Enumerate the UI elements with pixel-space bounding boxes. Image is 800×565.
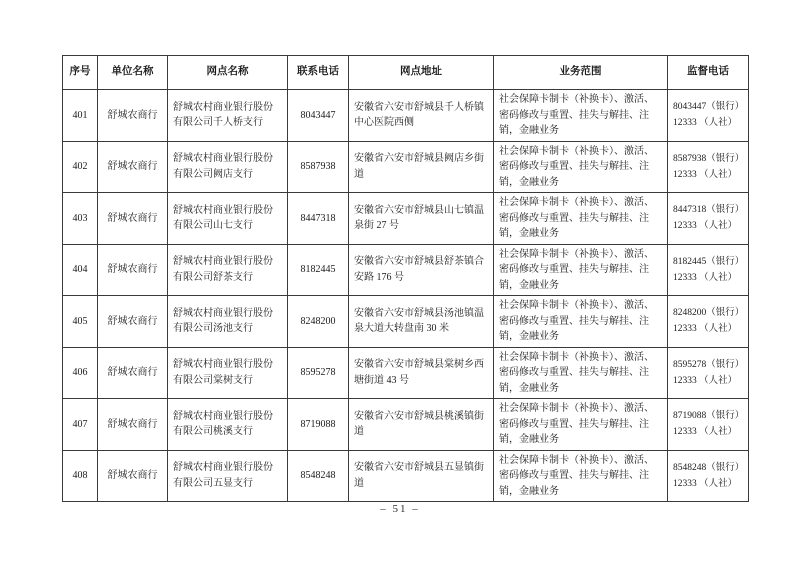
supervision-phone-line: 8719088（银行） xyxy=(673,411,745,422)
cell-contact-phone: 8447318 xyxy=(288,193,349,245)
cell-seq: 401 xyxy=(63,90,98,142)
table-row xyxy=(63,193,749,245)
cell-supervision-phone xyxy=(668,193,749,245)
cell-contact-phone: 8043447 xyxy=(288,90,349,142)
column-header-address: 网点地址 xyxy=(349,56,494,90)
supervision-phone-line: 12333 （人社） xyxy=(673,272,738,283)
table-row xyxy=(63,450,749,502)
cell-supervision-phone xyxy=(668,399,749,451)
supervision-phone-line: 8248200（银行） xyxy=(673,308,745,319)
cell-unit-name: 舒城农商行 xyxy=(98,296,168,348)
cell-contact-phone: 8719088 xyxy=(288,399,349,451)
cell-address: 安徽省六安市舒城县桃溪镇街道 xyxy=(349,399,494,451)
table-row xyxy=(63,399,749,451)
cell-seq: 405 xyxy=(63,296,98,348)
cell-branch-name: 舒城农村商业银行股份有限公司汤池支行 xyxy=(168,296,288,348)
supervision-phone-line: 12333 （人社） xyxy=(673,169,738,180)
cell-branch-name: 舒城农村商业银行股份有限公司棠树支行 xyxy=(168,347,288,399)
cell-address: 安徽省六安市舒城县阙店乡街道 xyxy=(349,141,494,193)
table-row xyxy=(63,347,749,399)
cell-branch-name: 舒城农村商业银行股份有限公司舒茶支行 xyxy=(168,244,288,296)
supervision-phone-line: 8595278（银行） xyxy=(673,359,745,370)
cell-contact-phone: 8587938 xyxy=(288,141,349,193)
cell-unit-name: 舒城农商行 xyxy=(98,193,168,245)
supervision-phone-line: 12333 （人社） xyxy=(673,375,738,386)
supervision-phone-line: 12333 （人社） xyxy=(673,478,738,489)
cell-seq: 402 xyxy=(63,141,98,193)
cell-business-scope: 社会保障卡制卡（补换卡）、激活、密码修改与重置、挂失与解挂、注销，金融业务 xyxy=(494,347,668,399)
cell-unit-name: 舒城农商行 xyxy=(98,141,168,193)
cell-seq: 404 xyxy=(63,244,98,296)
supervision-phone-line: 8182445（银行） xyxy=(673,256,745,267)
cell-branch-name: 舒城农村商业银行股份有限公司千人桥支行 xyxy=(168,90,288,142)
cell-business-scope: 社会保障卡制卡（补换卡）、激活、密码修改与重置、挂失与解挂、注销，金融业务 xyxy=(494,193,668,245)
cell-branch-name: 舒城农村商业银行股份有限公司桃溪支行 xyxy=(168,399,288,451)
cell-supervision-phone xyxy=(668,347,749,399)
cell-unit-name: 舒城农商行 xyxy=(98,399,168,451)
column-header-branch-name: 网点名称 xyxy=(168,56,288,90)
supervision-phone-line: 8447318（银行） xyxy=(673,205,745,216)
cell-business-scope: 社会保障卡制卡（补换卡）、激活、密码修改与重置、挂失与解挂、注销，金融业务 xyxy=(494,399,668,451)
cell-address: 安徽省六安市舒城县汤池镇温泉大道大转盘南 30 米 xyxy=(349,296,494,348)
column-header-business-scope: 业务范围 xyxy=(494,56,668,90)
table-row xyxy=(63,296,749,348)
cell-unit-name: 舒城农商行 xyxy=(98,244,168,296)
table-row xyxy=(63,244,749,296)
cell-supervision-phone xyxy=(668,90,749,142)
cell-unit-name: 舒城农商行 xyxy=(98,90,168,142)
cell-address: 安徽省六安市舒城县山七镇温泉街 27 号 xyxy=(349,193,494,245)
column-header-unit-name: 单位名称 xyxy=(98,56,168,90)
cell-contact-phone: 8595278 xyxy=(288,347,349,399)
cell-contact-phone: 8248200 xyxy=(288,296,349,348)
cell-supervision-phone xyxy=(668,296,749,348)
column-header-contact-phone: 联系电话 xyxy=(288,56,349,90)
cell-business-scope: 社会保障卡制卡（补换卡）、激活、密码修改与重置、挂失与解挂、注销，金融业务 xyxy=(494,296,668,348)
cell-branch-name: 舒城农村商业银行股份有限公司五显支行 xyxy=(168,450,288,502)
supervision-phone-line: 8043447（银行） xyxy=(673,102,745,113)
cell-seq: 407 xyxy=(63,399,98,451)
cell-business-scope: 社会保障卡制卡（补换卡）、激活、密码修改与重置、挂失与解挂、注销，金融业务 xyxy=(494,244,668,296)
table-row xyxy=(63,141,749,193)
cell-branch-name: 舒城农村商业银行股份有限公司山七支行 xyxy=(168,193,288,245)
cell-supervision-phone xyxy=(668,244,749,296)
table-header-row xyxy=(63,56,749,90)
table-row xyxy=(63,90,749,142)
supervision-phone-line: 12333 （人社） xyxy=(673,324,738,335)
cell-contact-phone: 8548248 xyxy=(288,450,349,502)
cell-seq: 408 xyxy=(63,450,98,502)
cell-branch-name: 舒城农村商业银行股份有限公司阙店支行 xyxy=(168,141,288,193)
column-header-supervision-phone: 监督电话 xyxy=(668,56,749,90)
cell-supervision-phone xyxy=(668,450,749,502)
cell-contact-phone: 8182445 xyxy=(288,244,349,296)
supervision-phone-line: 12333 （人社） xyxy=(673,118,738,129)
cell-business-scope: 社会保障卡制卡（补换卡）、激活、密码修改与重置、挂失与解挂、注销，金融业务 xyxy=(494,90,668,142)
supervision-phone-line: 8548248（银行） xyxy=(673,462,745,473)
supervision-phone-line: 12333 （人社） xyxy=(673,427,738,438)
cell-address: 安徽省六安市舒城县千人桥镇中心医院西侧 xyxy=(349,90,494,142)
cell-seq: 406 xyxy=(63,347,98,399)
column-header-seq: 序号 xyxy=(63,56,98,90)
cell-unit-name: 舒城农商行 xyxy=(98,347,168,399)
bank-branches-table xyxy=(62,55,749,502)
supervision-phone-line: 12333 （人社） xyxy=(673,221,738,232)
cell-unit-name: 舒城农商行 xyxy=(98,450,168,502)
cell-business-scope: 社会保障卡制卡（补换卡）、激活、密码修改与重置、挂失与解挂、注销，金融业务 xyxy=(494,450,668,502)
cell-address: 安徽省六安市舒城县棠树乡西塘街道 43 号 xyxy=(349,347,494,399)
table-body xyxy=(63,90,749,502)
cell-business-scope: 社会保障卡制卡（补换卡）、激活、密码修改与重置、挂失与解挂、注销，金融业务 xyxy=(494,141,668,193)
page-number: – 51 – xyxy=(380,503,420,515)
cell-address: 安徽省六安市舒城县五显镇街道 xyxy=(349,450,494,502)
cell-seq: 403 xyxy=(63,193,98,245)
cell-address: 安徽省六安市舒城县舒茶镇合安路 176 号 xyxy=(349,244,494,296)
cell-supervision-phone xyxy=(668,141,749,193)
supervision-phone-line: 8587938（银行） xyxy=(673,153,745,164)
